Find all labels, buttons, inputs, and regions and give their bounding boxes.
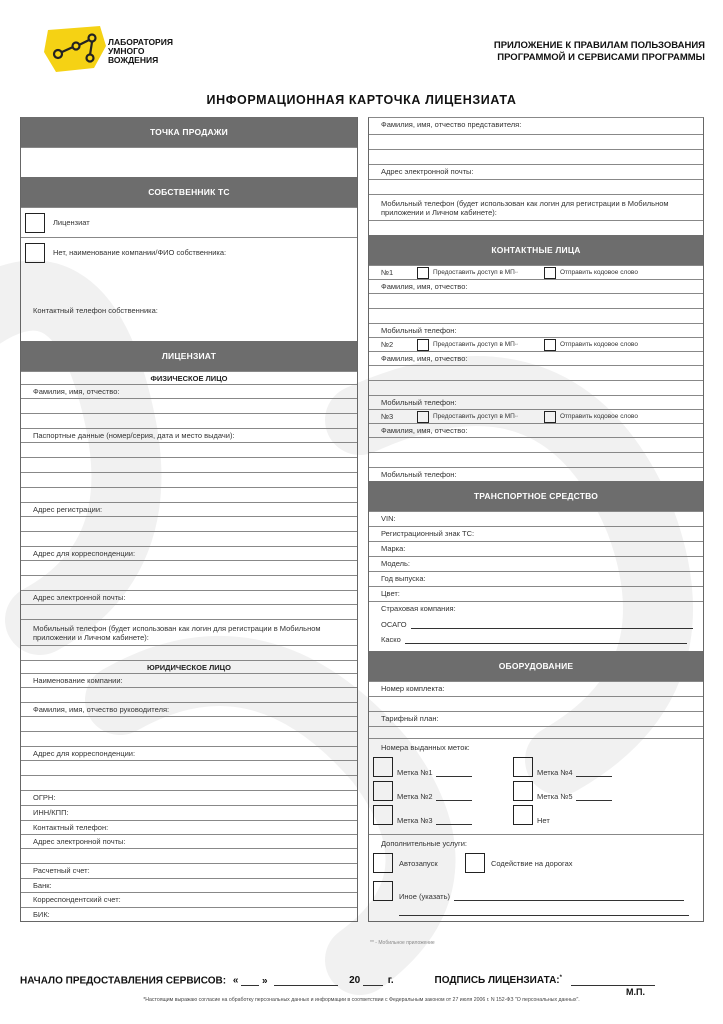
tag-4: Метка №4 (513, 757, 612, 777)
year-label: Год выпуска: (369, 571, 703, 586)
ind-corr-address-field-2[interactable] (21, 575, 357, 590)
leg-ogrn-label: ОГРН: (21, 790, 357, 805)
rep-mobile-field[interactable] (369, 220, 703, 235)
tag-1-checkbox[interactable] (373, 757, 393, 777)
leg-corr-account-label: Корреспондентский счет: (21, 892, 357, 907)
consent-note: *Настоящим выражаю согласие на обработку персональных данных и информации в соответствии с Федеральным законом от 27 июля 2006 г. N 152-ФЗ "О персональных данных". (143, 997, 580, 1003)
tag-1: Метка №1 (373, 757, 472, 777)
contact-2-name-field-2[interactable] (369, 380, 703, 395)
tag-3-checkbox[interactable] (373, 805, 393, 825)
vin-label: VIN: (369, 511, 703, 526)
insurance-block: Страховая компания: ОСАГО Каско (369, 601, 703, 651)
tag-2-checkbox[interactable] (373, 781, 393, 801)
tariff-label: Тарифный план: (369, 711, 703, 726)
tag-2: Метка №2 (373, 781, 472, 801)
tariff-field[interactable] (369, 726, 703, 738)
contact-1-access-checkbox[interactable] (417, 267, 429, 279)
plate-label: Регистрационный знак ТС: (369, 526, 703, 541)
contact-2-name-field[interactable] (369, 365, 703, 380)
contact-1-name-field[interactable] (369, 293, 703, 308)
owner-other-row: Нет, наименование компании/ФИО собственника: Контактный телефон собственника: (21, 237, 357, 341)
contact-3-code-checkbox[interactable] (544, 411, 556, 423)
ind-passport-label: Паспортные данные (номер/серия, дата и место выдачи): (21, 428, 357, 442)
section-equipment: ОБОРУДОВАНИЕ (369, 651, 703, 681)
other-service-checkbox[interactable] (373, 881, 393, 901)
ind-passport-field-3[interactable] (21, 472, 357, 487)
ind-corr-address-field[interactable] (21, 560, 357, 575)
contact-3-options: №3 Предоставить доступ в МП ** Отправить кодовое слово (369, 409, 703, 423)
start-day-field[interactable] (241, 977, 259, 986)
ind-passport-field[interactable] (21, 442, 357, 457)
owner-licensee-checkbox[interactable] (25, 213, 45, 233)
tags-block: Номера выданных меток: Метка №1 Метка №4 Метка №2 Метка №5 Метка №3 Нет (369, 738, 703, 834)
ind-reg-address-field[interactable] (21, 516, 357, 531)
rep-email-label: Адрес электронной почты: (369, 164, 703, 179)
ind-mobile-field[interactable] (21, 645, 357, 660)
tag-none: Нет (513, 805, 550, 825)
contact-3-name-field-2[interactable] (369, 452, 703, 467)
leg-director-label: Фамилия, имя, отчество руководителя: (21, 702, 357, 716)
rep-mobile-label: Мобильный телефон (будет использован как логин для регистрации в Мобильном приложении и Личном кабинете): (369, 194, 703, 220)
section-point-of-sale: ТОЧКА ПРОДАЖИ (21, 117, 357, 147)
leg-account-label: Расчетный счет: (21, 863, 357, 878)
roadside-checkbox[interactable] (465, 853, 485, 873)
header-caption: ПРИЛОЖЕНИЕ К ПРАВИЛАМ ПОЛЬЗОВАНИЯ ПРОГРАММОЙ И СЕРВИСАМИ ПРОГРАММЫ (493, 40, 705, 63)
contact-2-access-checkbox[interactable] (417, 339, 429, 351)
rep-name-field-2[interactable] (369, 149, 703, 164)
ind-corr-address-label: Адрес для корреспонденции: (21, 546, 357, 560)
extra-services-block: Дополнительные услуги: Автозапуск Содействие на дорогах Иное (указать) (369, 834, 703, 921)
rep-email-field[interactable] (369, 179, 703, 194)
ind-passport-field-2[interactable] (21, 457, 357, 472)
tag-3: Метка №3 (373, 805, 472, 825)
ind-passport-field-4[interactable] (21, 487, 357, 502)
owner-licensee-row: Лицензиат (21, 207, 357, 237)
contact-1-name-field-2[interactable] (369, 308, 703, 323)
ind-name-label: Фамилия, имя, отчество: (21, 384, 357, 398)
tag-4-checkbox[interactable] (513, 757, 533, 777)
kit-number-label: Номер комплекта: (369, 681, 703, 696)
bottom-signature-line: НАЧАЛО ПРЕДОСТАВЛЕНИЯ СЕРВИСОВ: « » 20 г. ПОДПИСЬ ЛИЦЕНЗИАТА:* М.П. (20, 975, 705, 986)
section-licensee: ЛИЦЕНЗИАТ (21, 341, 357, 371)
tag-none-checkbox[interactable] (513, 805, 533, 825)
leg-phone-label: Контактный телефон: (21, 820, 357, 834)
contact-2-mobile-label: Мобильный телефон: (369, 395, 703, 409)
leg-director-field[interactable] (21, 716, 357, 731)
owner-phone-label: Контактный телефон собственника: (33, 306, 158, 315)
service-other: Иное (указать) (373, 881, 684, 901)
ind-email-field[interactable] (21, 604, 357, 619)
leg-inn-label: ИНН/КПП: (21, 805, 357, 820)
left-column (20, 117, 358, 922)
leg-corr-address-field[interactable] (21, 760, 357, 775)
other-service-field-2[interactable] (399, 907, 689, 916)
leg-corr-address-field-2[interactable] (21, 775, 357, 790)
other-service-field[interactable] (454, 892, 684, 901)
tag-5: Метка №5 (513, 781, 612, 801)
contact-1-options: №1 Предоставить доступ в МП ** Отправить кодовое слово (369, 265, 703, 279)
kit-number-field[interactable] (369, 696, 703, 711)
ind-name-field-2[interactable] (21, 413, 357, 428)
contact-1-mobile-label: Мобильный телефон: (369, 323, 703, 337)
leg-company-label: Наименование компании: (21, 673, 357, 687)
signature-label: ПОДПИСЬ ЛИЦЕНЗИАТА: (434, 975, 560, 987)
point-of-sale-field[interactable] (21, 147, 357, 177)
ind-email-label: Адрес электронной почты: (21, 590, 357, 604)
ind-reg-address-field-2[interactable] (21, 531, 357, 546)
contact-3-name-field[interactable] (369, 437, 703, 452)
contact-2-options: №2 Предоставить доступ в МП ** Отправить кодовое слово (369, 337, 703, 351)
leg-bank-label: Банк: (21, 878, 357, 892)
service-roadside: Содействие на дорогах (465, 853, 573, 873)
section-contacts: КОНТАКТНЫЕ ЛИЦА (369, 235, 703, 265)
signature-field[interactable] (571, 977, 655, 986)
contact-1-name-label: Фамилия, имя, отчество: (369, 279, 703, 293)
rep-name-field[interactable] (369, 134, 703, 149)
service-autostart: Автозапуск (373, 853, 438, 873)
color-label: Цвет: (369, 586, 703, 601)
osago-field[interactable] (411, 620, 693, 629)
page-header (20, 18, 705, 78)
leg-email-label: Адрес электронной почты: (21, 834, 357, 848)
contact-3-access-checkbox[interactable] (417, 411, 429, 423)
leg-director-field-2[interactable] (21, 731, 357, 746)
start-date-label: НАЧАЛО ПРЕДОСТАВЛЕНИЯ СЕРВИСОВ: (20, 975, 227, 987)
contact-2-code-checkbox[interactable] (544, 339, 556, 351)
autostart-checkbox[interactable] (373, 853, 393, 873)
logo-text: ЛАБОРАТОРИЯ УМНОГО ВОЖДЕНИЯ (108, 37, 173, 65)
ind-reg-address-label: Адрес регистрации: (21, 502, 357, 516)
contact-3-mobile-label: Мобильный телефон: (369, 467, 703, 481)
section-owner: СОБСТВЕННИК ТС (21, 177, 357, 207)
leg-company-field[interactable] (21, 687, 357, 702)
brand-label: Марка: (369, 541, 703, 556)
tag-5-checkbox[interactable] (513, 781, 533, 801)
contact-2-name-label: Фамилия, имя, отчество: (369, 351, 703, 365)
section-vehicle: ТРАНСПОРТНОЕ СРЕДСТВО (369, 481, 703, 511)
contact-3-name-label: Фамилия, имя, отчество: (369, 423, 703, 437)
contact-1-code-checkbox[interactable] (544, 267, 556, 279)
start-year-field[interactable] (363, 977, 383, 986)
leg-email-field[interactable] (21, 848, 357, 863)
leg-bik-label: БИК: (21, 907, 357, 921)
kasko-field[interactable] (405, 635, 687, 644)
page-title: ИНФОРМАЦИОННАЯ КАРТОЧКА ЛИЦЕНЗИАТА (206, 93, 517, 107)
legal-header: ЮРИДИЧЕСКОЕ ЛИЦО (21, 660, 357, 673)
start-month-field[interactable] (274, 977, 338, 986)
model-label: Модель: (369, 556, 703, 571)
right-column (368, 117, 704, 922)
owner-other-checkbox[interactable] (25, 243, 45, 263)
leg-corr-address-label: Адрес для корреспонденции: (21, 746, 357, 760)
ind-mobile-label: Мобильный телефон (будет использован как логин для регистрации в Мобильном приложении и Личном кабинете): (21, 619, 357, 645)
ind-name-field[interactable] (21, 398, 357, 413)
rep-name-label: Фамилия, имя, отчество представителя: (381, 120, 522, 129)
mobile-app-footnote: ** - Мобильное приложение (370, 940, 435, 946)
individual-header: ФИЗИЧЕСКОЕ ЛИЦО (21, 371, 357, 384)
stamp-label: М.П. (626, 987, 645, 997)
